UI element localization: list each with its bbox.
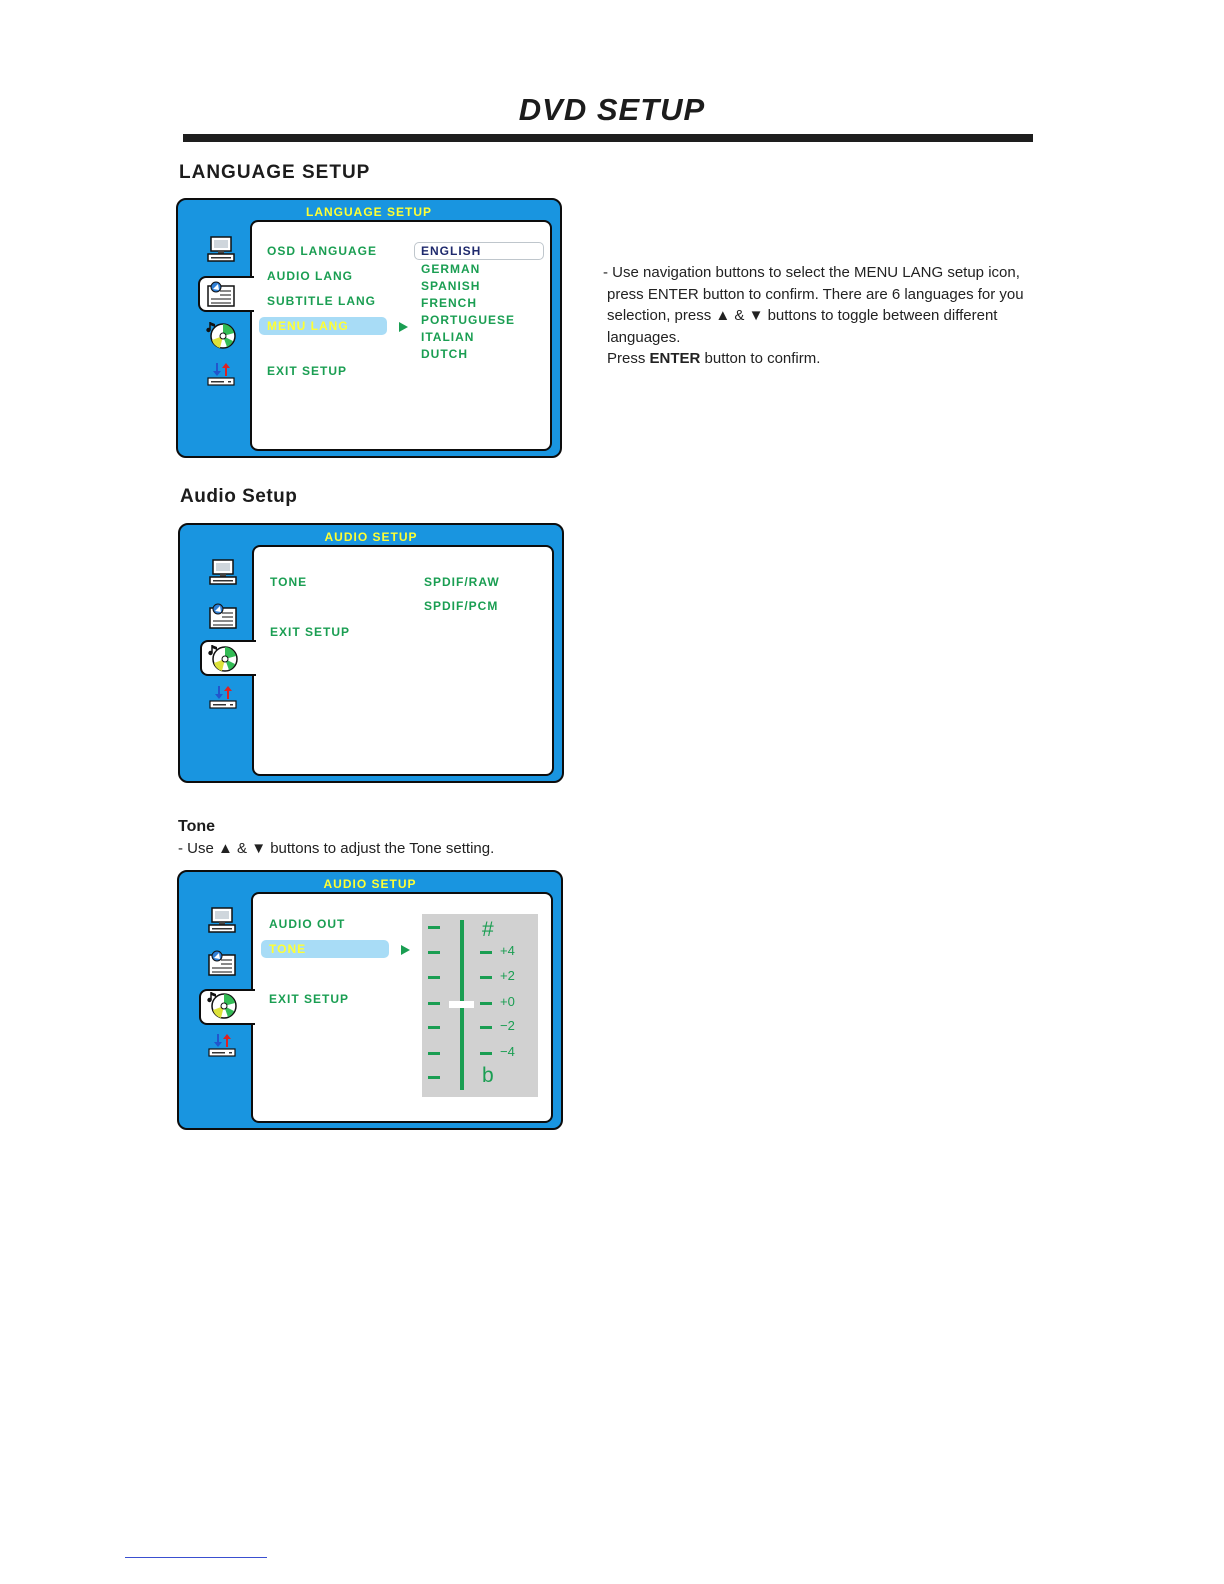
panel-title: LANGUAGE SETUP xyxy=(305,205,432,219)
option-dutch[interactable]: DUTCH xyxy=(421,347,468,361)
tone-section-heading: Tone xyxy=(178,818,216,835)
submenu-arrow-icon xyxy=(399,322,408,332)
tone-tick xyxy=(480,976,492,979)
description-line: languages. xyxy=(607,328,681,346)
tone-tick xyxy=(480,1052,492,1055)
tone-tick xyxy=(428,926,440,929)
description-line: - Use navigation buttons to select the MENU LANG setup icon, xyxy=(603,264,1020,281)
tone-instruction: - Use ▲ & ▼ buttons to adjust the Tone setting. xyxy=(178,840,495,857)
title-rule xyxy=(183,134,1033,142)
setup-monitor-icon[interactable] xyxy=(206,236,236,264)
tone-tick xyxy=(428,1002,440,1005)
panel-title: AUDIO SETUP xyxy=(324,530,418,544)
description-confirm xyxy=(603,348,1073,370)
sharp-symbol: # xyxy=(482,918,494,941)
tone-tick xyxy=(428,1026,440,1029)
preference-arrows-icon[interactable] xyxy=(207,1033,237,1061)
language-description xyxy=(603,262,1073,370)
audio-disc-icon[interactable] xyxy=(206,321,236,349)
menu-item-tone[interactable]: TONE xyxy=(270,575,308,589)
tone-level-label: +4 xyxy=(500,943,515,958)
page-title: DVD SETUP xyxy=(518,92,706,127)
tone-level-label: +2 xyxy=(500,968,515,983)
menu-item-subtitle-lang[interactable]: SUBTITLE LANG xyxy=(267,294,376,308)
audio-setup-panel xyxy=(178,523,564,783)
tone-setup-panel xyxy=(177,870,563,1130)
option-spdif-raw[interactable]: SPDIF/RAW xyxy=(424,575,500,589)
description-line: press ENTER button to confirm. There are 6 languages for you xyxy=(607,285,1024,303)
audio-section-heading: Audio Setup xyxy=(180,486,298,507)
panel-title: AUDIO SETUP xyxy=(323,877,417,891)
option-spanish[interactable]: SPANISH xyxy=(421,279,481,293)
menu-item-exit-setup[interactable]: EXIT SETUP xyxy=(267,364,348,378)
description-line: selection, press ▲ & ▼ buttons to toggle between different xyxy=(607,307,998,324)
menu-item-osd-language[interactable]: OSD LANGUAGE xyxy=(267,244,378,258)
flat-symbol: b xyxy=(482,1064,494,1087)
menu-item-audio-out[interactable]: AUDIO OUT xyxy=(269,917,346,931)
preference-arrows-icon[interactable] xyxy=(206,362,236,390)
audio-disc-icon[interactable] xyxy=(207,991,237,1019)
tone-tick xyxy=(428,1076,440,1079)
tone-slider-knob[interactable] xyxy=(449,1001,474,1008)
menu-item-audio-lang[interactable]: AUDIO LANG xyxy=(267,269,353,283)
language-book-icon[interactable] xyxy=(208,602,238,630)
setup-monitor-icon[interactable] xyxy=(208,559,238,587)
tone-level-label: +0 xyxy=(500,994,515,1009)
menu-item-menu-lang[interactable]: MENU LANG xyxy=(259,317,387,335)
audio-disc-icon[interactable] xyxy=(208,644,238,672)
content-box xyxy=(250,220,552,451)
tone-tick xyxy=(480,1002,492,1005)
language-section-heading: LANGUAGE SETUP xyxy=(179,162,371,183)
tone-level-label: −2 xyxy=(500,1018,515,1033)
preference-arrows-icon[interactable] xyxy=(208,685,238,713)
menu-item-exit-setup[interactable]: EXIT SETUP xyxy=(270,625,351,639)
language-setup-panel xyxy=(176,198,562,458)
tone-tick xyxy=(428,976,440,979)
tone-tick xyxy=(428,951,440,954)
option-spdif-pcm[interactable]: SPDIF/PCM xyxy=(424,599,499,613)
option-italian[interactable]: ITALIAN xyxy=(421,330,475,344)
confirm-suffix: button to confirm. xyxy=(700,350,821,367)
tone-tick xyxy=(428,1052,440,1055)
option-portuguese[interactable]: PORTUGUESE xyxy=(421,313,516,327)
content-box xyxy=(252,545,554,776)
footer-rule xyxy=(125,1557,267,1558)
tone-tick xyxy=(480,1026,492,1029)
language-book-icon[interactable] xyxy=(206,280,236,308)
option-french[interactable]: FRENCH xyxy=(421,296,477,310)
tone-slider[interactable] xyxy=(422,914,538,1097)
menu-item-exit-setup[interactable]: EXIT SETUP xyxy=(269,992,350,1006)
tone-level-label: −4 xyxy=(500,1044,515,1059)
language-book-icon[interactable] xyxy=(207,949,237,977)
option-german[interactable]: GERMAN xyxy=(421,262,481,276)
setup-monitor-icon[interactable] xyxy=(207,907,237,935)
content-box xyxy=(251,892,553,1123)
option-english[interactable]: ENGLISH xyxy=(414,242,544,260)
confirm-prefix: Press xyxy=(607,350,650,367)
tone-tick xyxy=(480,951,492,954)
submenu-arrow-icon xyxy=(401,945,410,955)
menu-item-tone[interactable]: TONE xyxy=(261,940,389,958)
confirm-enter: ENTER xyxy=(649,350,701,367)
